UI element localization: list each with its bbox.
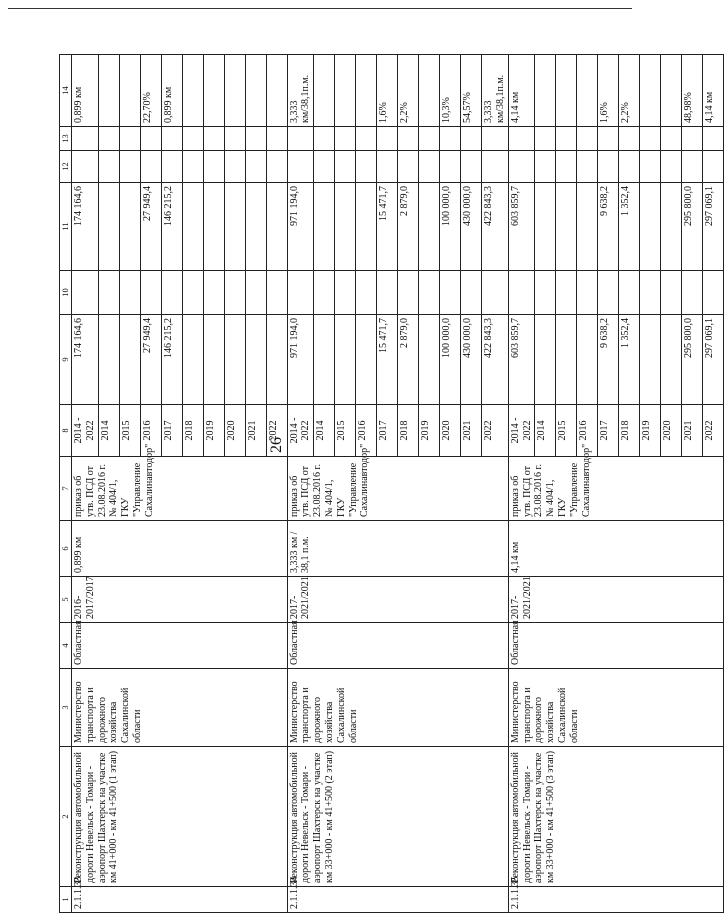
total-cost [335,315,356,405]
local-cost [703,151,724,183]
regional-cost [577,183,598,271]
customer: Министерство транспорта и дорожного хозяйства Сахалинской области [72,669,288,747]
other-cost [640,127,661,151]
readiness [356,55,377,127]
other-cost [440,127,461,151]
regional-cost [119,183,140,271]
header-cell: 5 [60,577,72,623]
readiness: 2,2% [398,55,419,127]
readiness [556,55,577,127]
year-cell: 2016 [577,405,598,457]
readiness [245,55,266,127]
federal-cost [182,271,203,315]
years: 2017-2021/2021 [287,577,508,623]
total-cost [224,315,245,405]
total-cost [535,315,556,405]
local-cost [640,151,661,183]
readiness: 22,70% [140,55,161,127]
year-cell: 2016 [140,405,161,457]
readiness [119,55,140,127]
year-cell: 2017 [161,405,182,457]
local-cost [266,151,287,183]
local-cost [287,151,314,183]
table-body [72,55,724,913]
federal-cost [577,271,598,315]
total-cost [419,315,440,405]
total-cost: 100 000,0 [440,315,461,405]
local-cost [508,151,535,183]
other-cost [377,127,398,151]
total-cost: 174 164,6 [72,315,99,405]
approval-doc: приказ об утв. ПСД от 23.08.2016 г. № 404/1, ГКУ "Управление Сахалинавтодор" [287,457,508,521]
year-cell: 2014 - 2022 [72,405,99,457]
ownership: Областная [508,623,724,669]
regional-cost [640,183,661,271]
year-cell: 2015 [119,405,140,457]
header-cell: 14 [60,55,72,127]
federal-cost [161,271,182,315]
year-cell: 2016 [356,405,377,457]
row-number: 2.1.1.33 [72,887,288,913]
regional-cost: 146 215,2 [161,183,182,271]
total-cost [661,315,682,405]
federal-cost [377,271,398,315]
regional-cost: 9 638,2 [598,183,619,271]
federal-cost [703,271,724,315]
federal-cost [224,271,245,315]
year-cell: 2021 [245,405,266,457]
other-cost [119,127,140,151]
regional-cost: 1 352,4 [619,183,640,271]
regional-cost: 2 879,0 [398,183,419,271]
other-cost [556,127,577,151]
regional-cost [535,183,556,271]
regional-cost: 100 000,0 [440,183,461,271]
total-cost: 422 843,3 [482,315,509,405]
header-row [60,55,72,913]
other-cost [245,127,266,151]
regional-cost [314,183,335,271]
other-cost [577,127,598,151]
local-cost [140,151,161,183]
regional-cost: 422 843,3 [482,183,509,271]
local-cost [598,151,619,183]
year-cell: 2021 [682,405,703,457]
regional-cost [556,183,577,271]
regional-cost: 295 800,0 [682,183,703,271]
year-cell: 2022 [703,405,724,457]
total-cost [577,315,598,405]
approval-doc: приказ об утв. ПСД от 23.08.2016 г. № 404/1, ГКУ "Управление Сахалинавтодор" [508,457,724,521]
local-cost [119,151,140,183]
year-cell: 2021 [461,405,482,457]
federal-cost [419,271,440,315]
total-cost: 295 800,0 [682,315,703,405]
local-cost [619,151,640,183]
regional-cost: 430 000,0 [461,183,482,271]
year-cell: 2018 [182,405,203,457]
total-cost [640,315,661,405]
other-cost [266,127,287,151]
regional-cost [419,183,440,271]
customer: Министерство транспорта и дорожного хозяйства Сахалинской области [508,669,724,747]
other-cost [598,127,619,151]
object-name: Реконструкция автомобильной дороги Невельск - Томари - аэропорт Шахтерск на участке км 41+000 - км 41+500 (1 этап) [72,747,288,887]
total-cost: 430 000,0 [461,315,482,405]
other-cost [461,127,482,151]
row-number: 2.1.1.34 [287,887,508,913]
regional-cost: 174 164,6 [72,183,99,271]
readiness: 48,98% [682,55,703,127]
total-cost: 1 352,4 [619,315,640,405]
local-cost [182,151,203,183]
other-cost [98,127,119,151]
federal-cost [119,271,140,315]
total-cost [98,315,119,405]
readiness: 10,3% [440,55,461,127]
federal-cost [640,271,661,315]
total-cost: 15 471,7 [377,315,398,405]
year-cell: 2014 - 2022 [508,405,535,457]
local-cost [440,151,461,183]
header-cell: 6 [60,521,72,577]
other-cost [398,127,419,151]
regional-cost: 603 859,7 [508,183,535,271]
other-cost [356,127,377,151]
readiness [661,55,682,127]
regional-cost [224,183,245,271]
local-cost [661,151,682,183]
other-cost [224,127,245,151]
total-cost [314,315,335,405]
readiness [203,55,224,127]
regional-cost [203,183,224,271]
regional-cost [245,183,266,271]
year-cell: 2018 [398,405,419,457]
header-cell: 2 [60,747,72,887]
local-cost [419,151,440,183]
readiness [419,55,440,127]
regional-cost [266,183,287,271]
federal-cost [356,271,377,315]
approval-doc: приказ об утв. ПСД от 23.08.2016 г. № 404/1, ГКУ "Управление Сахалинавтодор" [72,457,288,521]
local-cost [98,151,119,183]
other-cost [619,127,640,151]
readiness: 0,899 км [161,55,182,127]
header-cell: 11 [60,183,72,271]
year-cell: 2019 [640,405,661,457]
total-cost [356,315,377,405]
header-cell: 9 [60,315,72,405]
federal-cost [287,271,314,315]
readiness: 54,57% [461,55,482,127]
other-cost [161,127,182,151]
year-cell: 2019 [419,405,440,457]
investment-table [59,54,724,913]
other-cost [535,127,556,151]
capacity: 3,333 км / 38,1 п.м. [287,521,508,577]
readiness [640,55,661,127]
local-cost [556,151,577,183]
regional-cost: 27 949,4 [140,183,161,271]
readiness [98,55,119,127]
federal-cost [440,271,461,315]
readiness: 2,2% [619,55,640,127]
year-cell: 2014 [535,405,556,457]
year-cell: 2020 [440,405,461,457]
federal-cost [598,271,619,315]
readiness [314,55,335,127]
readiness: 3,333 км/38,1п.м. [482,55,509,127]
other-cost [661,127,682,151]
regional-cost [335,183,356,271]
header-cell: 1 [60,887,72,913]
regional-cost [98,183,119,271]
federal-cost [314,271,335,315]
years: 2016-2017/2017 [72,577,288,623]
federal-cost [508,271,535,315]
header-cell: 10 [60,271,72,315]
local-cost [72,151,99,183]
total-cost [182,315,203,405]
year-cell: 2019 [203,405,224,457]
year-cell: 2017 [377,405,398,457]
federal-cost [335,271,356,315]
local-cost [577,151,598,183]
federal-cost [661,271,682,315]
year-cell: 2022 [266,405,287,457]
object-name: Реконструкция автомобильной дороги Невельск - Томари - аэропорт Шахтерск на участке км 33+000 - км 41+500 (3 этап) [508,747,724,887]
regional-cost [356,183,377,271]
header-cell: 12 [60,151,72,183]
readiness [266,55,287,127]
federal-cost [619,271,640,315]
regional-cost: 15 471,7 [377,183,398,271]
readiness: 3,333 км/38,1п.м. [287,55,314,127]
other-cost [182,127,203,151]
other-cost [72,127,99,151]
local-cost [461,151,482,183]
local-cost [682,151,703,183]
readiness: 0,899 км [72,55,99,127]
page-number: 26 [268,437,285,453]
total-cost [266,315,287,405]
other-cost [508,127,535,151]
readiness: 4,14 км [508,55,535,127]
total-cost [119,315,140,405]
header-cell: 7 [60,457,72,521]
rotated-table-wrapper [59,55,716,913]
readiness: 4,14 км [703,55,724,127]
local-cost [356,151,377,183]
year-cell: 2020 [661,405,682,457]
readiness [335,55,356,127]
year-cell: 2015 [556,405,577,457]
year-cell: 2014 - 2022 [287,405,314,457]
federal-cost [535,271,556,315]
years: 2017-2021/2021 [508,577,724,623]
ownership: Областная [287,623,508,669]
total-cost: 9 638,2 [598,315,619,405]
local-cost [535,151,556,183]
federal-cost [72,271,99,315]
year-cell: 2014 [314,405,335,457]
table-row [72,55,99,913]
year-cell: 2017 [598,405,619,457]
table-row [508,55,535,913]
local-cost [245,151,266,183]
readiness [224,55,245,127]
customer: Министерство транспорта и дорожного хозяйства Сахалинской области [287,669,508,747]
federal-cost [461,271,482,315]
year-cell: 2022 [482,405,509,457]
year-cell: 2020 [224,405,245,457]
ownership: Областная [72,623,288,669]
regional-cost: 971 194,0 [287,183,314,271]
regional-cost [661,183,682,271]
other-cost [419,127,440,151]
page-top-rule [8,8,632,9]
local-cost [482,151,509,183]
federal-cost [682,271,703,315]
other-cost [314,127,335,151]
year-cell: 2018 [619,405,640,457]
federal-cost [140,271,161,315]
other-cost [335,127,356,151]
federal-cost [556,271,577,315]
readiness [182,55,203,127]
local-cost [398,151,419,183]
capacity: 0,899 км [72,521,288,577]
other-cost [703,127,724,151]
total-cost: 603 859,7 [508,315,535,405]
federal-cost [98,271,119,315]
header-cell: 3 [60,669,72,747]
other-cost [482,127,509,151]
other-cost [287,127,314,151]
other-cost [203,127,224,151]
year-cell: 2015 [335,405,356,457]
readiness [535,55,556,127]
object-name: Реконструкция автомобильной дороги Невельск - Томари - аэропорт Шахтерск на участке км 33+000 - км 41+500 (2 этап) [287,747,508,887]
federal-cost [245,271,266,315]
total-cost: 297 069,1 [703,315,724,405]
readiness: 1,6% [598,55,619,127]
readiness: 1,6% [377,55,398,127]
regional-cost [182,183,203,271]
local-cost [203,151,224,183]
other-cost [682,127,703,151]
other-cost [140,127,161,151]
local-cost [314,151,335,183]
regional-cost: 297 069,1 [703,183,724,271]
capacity: 4,14 км [508,521,724,577]
table-row [287,55,314,913]
local-cost [161,151,182,183]
year-cell: 2014 [98,405,119,457]
total-cost: 971 194,0 [287,315,314,405]
readiness [577,55,598,127]
total-cost: 2 879,0 [398,315,419,405]
header-cell: 8 [60,405,72,457]
total-cost [245,315,266,405]
local-cost [335,151,356,183]
total-cost: 146 215,2 [161,315,182,405]
federal-cost [398,271,419,315]
federal-cost [203,271,224,315]
total-cost [203,315,224,405]
total-cost: 27 949,4 [140,315,161,405]
local-cost [377,151,398,183]
federal-cost [482,271,509,315]
row-number: 2.1.1.35 [508,887,724,913]
federal-cost [266,271,287,315]
local-cost [224,151,245,183]
header-cell: 13 [60,127,72,151]
header-cell: 4 [60,623,72,669]
total-cost [556,315,577,405]
